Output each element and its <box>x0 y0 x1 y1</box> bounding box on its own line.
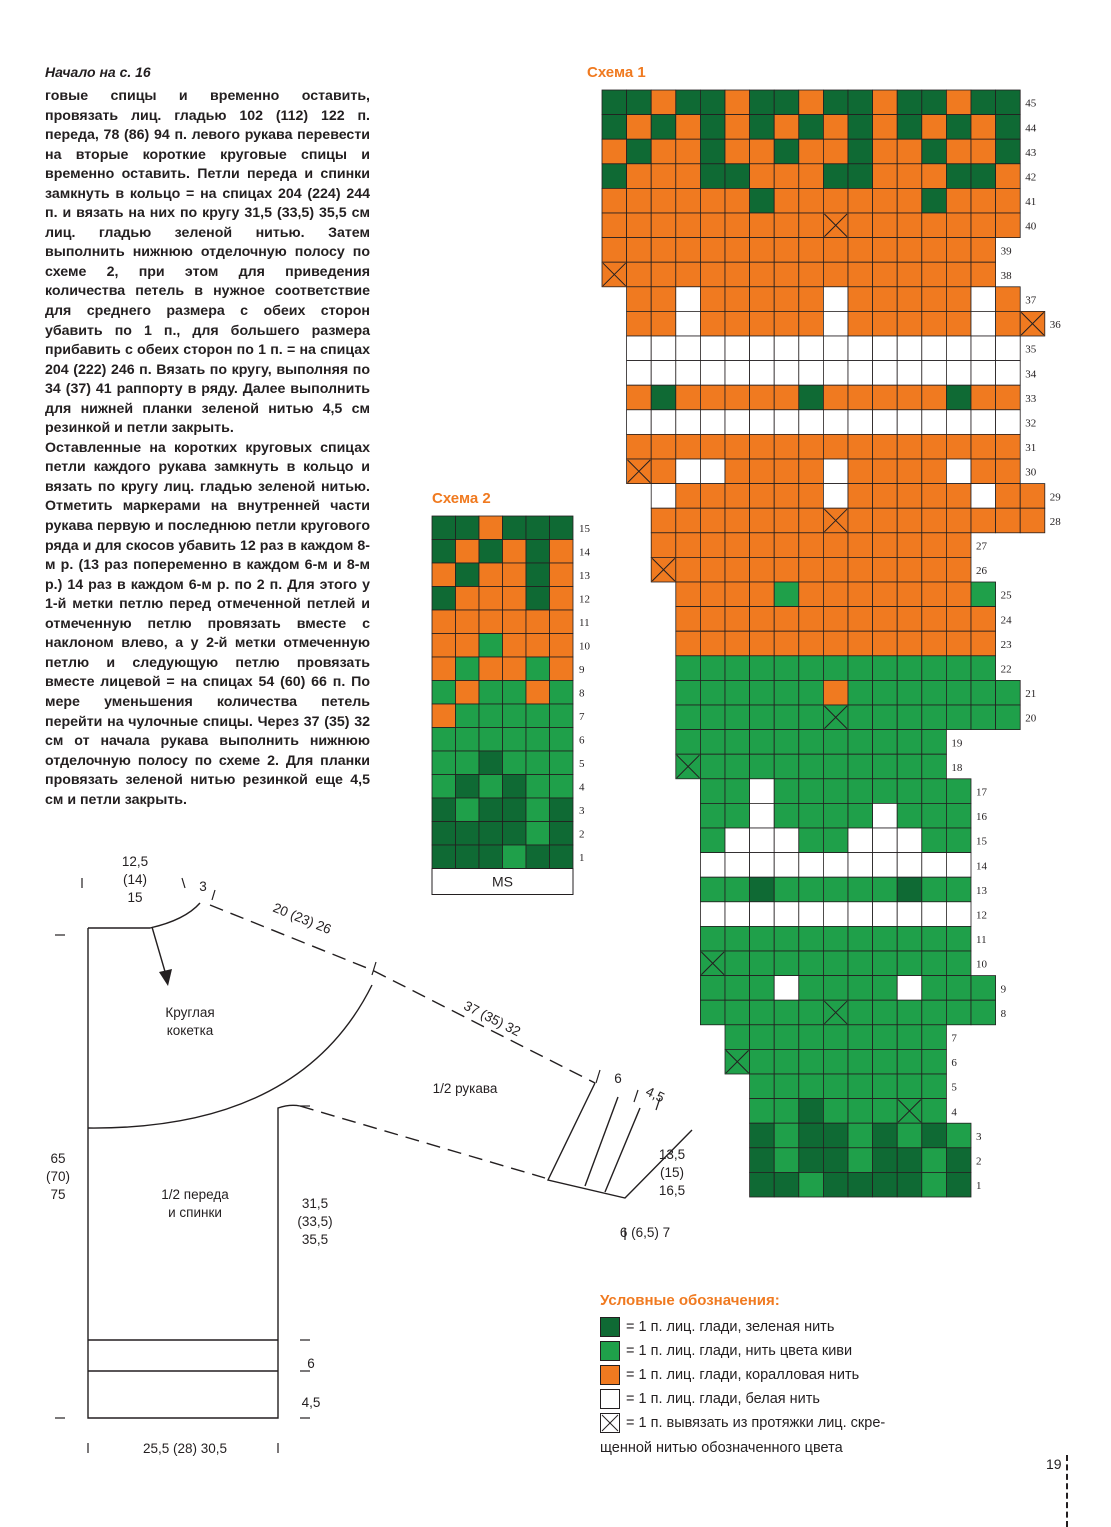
schema2-row-number: 4 <box>579 781 585 794</box>
schema2-footer-label: MS <box>492 873 513 890</box>
schema2-row-number: 12 <box>579 593 590 606</box>
schema1-row-number: 14 <box>976 860 987 873</box>
continued-from-note: Начало на с. 16 <box>45 64 151 80</box>
yoke-label: Круглая кокетка <box>165 1005 215 1038</box>
legend-item-coral <box>600 1364 859 1386</box>
white-swatch <box>600 1389 620 1409</box>
yoke-arrow-line <box>152 927 166 975</box>
schema2-row-number: 7 <box>579 710 585 723</box>
green-swatch <box>600 1317 620 1337</box>
total-height-label: 65 (70) 75 <box>45 1151 70 1202</box>
page-number: 19 <box>1046 1456 1062 1472</box>
legend-title: Условные обозначения: <box>600 1292 780 1309</box>
legend-item-white <box>600 1388 820 1410</box>
cross-swatch-icon <box>600 1413 620 1433</box>
legend-text-cross: = 1 п. вывязать из протяжки лиц. скре- <box>626 1415 886 1431</box>
legend-item-cross <box>600 1412 885 1434</box>
sleeve-label: 1/2 рукава <box>432 1081 498 1096</box>
schema1-row-number: 39 <box>1000 245 1012 258</box>
schema1-row-number: 33 <box>1025 392 1037 405</box>
schema1-row-number: 2 <box>976 1155 982 1168</box>
schema2-row-number: 6 <box>579 734 585 747</box>
cuff-width-label: 13,5 (15) 16,5 <box>658 1147 686 1198</box>
schema1-row-number: 22 <box>1000 663 1012 676</box>
schema1-row-number: 19 <box>951 737 963 750</box>
schema1-row-number: 45 <box>1025 97 1037 110</box>
cuff-band-label: 6 <box>614 1071 622 1086</box>
cuff-band-line <box>605 1108 640 1192</box>
coral-swatch <box>600 1365 620 1385</box>
schema1-row-number: 40 <box>1025 220 1037 233</box>
schema1-row-number: 41 <box>1025 196 1037 209</box>
schema1-row-number: 26 <box>976 565 987 578</box>
schema1-row-number: 15 <box>976 835 987 848</box>
schema1-row-number: 5 <box>951 1081 957 1094</box>
legend-text-green: = 1 п. лиц. глади, зеленая нить <box>626 1319 835 1335</box>
schema2-row-number: 13 <box>579 569 590 582</box>
schema2-row-number: 1 <box>579 851 585 864</box>
schema1-row-number: 25 <box>1000 589 1012 602</box>
page-edge-rule <box>1066 1455 1068 1527</box>
schema2-title: Схема 2 <box>432 490 491 507</box>
schema2-row-number: 8 <box>579 687 585 700</box>
schema1-row-number: 43 <box>1025 146 1037 159</box>
schema1-row-number: 32 <box>1025 417 1037 430</box>
schema1-row-number: 3 <box>976 1130 982 1143</box>
legend-text-cross-continued: щенной нитью обозначенного цвета <box>600 1440 843 1456</box>
body-label: 1/2 переда и спинки <box>161 1187 229 1220</box>
schema1-row-number: 4 <box>951 1106 957 1119</box>
schema1-row-number: 29 <box>1049 491 1061 504</box>
instructions-paragraph-1: говые спицы и временно оставить, провязать лиц. гладью 102 (112) 122 п. переда, 78 (86) 94 п. левого рукава перевести на вторые короткие круговые спицы и временно оставить. Петли переда и спинки замкнуть в кольцо = на спицах 204 (224) 244 п. и вязать на них по кругу 31,5 (33,5) 35,5 см лиц. гладью зеленой нитью. Затем выполнить нижнюю отделочную полосу по схеме 2, при этом для приведения количества петель в нужное соответствие для среднего размера с обеих сторон убавить по 1 п., для большего размера прибавить с обеих сторон по 1 п. = на спицах 204 (222) 246 п. Вязать по кругу, выполняя по 34 (37) 41 раппорту в ряду. Далее выполнить для нижней планки зеленой нитью 4,5 см резинкой и петли закрыть. <box>45 88 370 437</box>
band-height-label: 6 <box>307 1356 315 1371</box>
instructions-paragraph-2: Оставленные на коротких круговых спицах петли каждого рукава замкнуть в кольцо и вязать по кругу лиц. гладью зеленой нитью. Отметить маркерами на внутренней части рукава первую и последнюю петли кругового ряда и для скосов убавить 12 раз в каждом 8-м р. (13 раз попеременно в каждом 6-м и 8-м р.) 14 раз в каждом 6-м р. по 2 п. Для этого у 1-й метки петлю перед отмеченной петлей и отмеченную петлю провязать вместе с наклоном влево, а у 2-й метки отмеченную петлю и следующую петлю провязать вместе лицевой = на спицах 54 (60) 66 п. По мере уменьшения количества петель перейти на чулочные спицы. Через 37 (35) 32 см от начала рукава выполнить нижнюю отделочную полосу по схеме 2. Для планки провязать зеленой нитью резинкой еще 4,5 см и петли закрыть. <box>45 439 370 808</box>
schema2-row-number: 5 <box>579 757 585 770</box>
schema2-row-number: 9 <box>579 663 585 676</box>
schema1-row-number: 36 <box>1049 319 1061 332</box>
raglan-label: 20 (23) 26 <box>270 900 334 938</box>
collar-label: 3 <box>199 879 207 894</box>
schema2-row-number: 10 <box>579 640 590 653</box>
schema1-row-number: 21 <box>1025 688 1037 701</box>
schema1-row-number: 7 <box>951 1032 957 1045</box>
schema1-row-number: 13 <box>976 884 987 897</box>
schema2-row-number: 11 <box>579 616 590 629</box>
schema1-row-number: 44 <box>1025 122 1037 135</box>
body-outline <box>88 928 300 1418</box>
yoke-curve <box>88 985 372 1128</box>
schema1-row-number: 17 <box>976 786 987 799</box>
yoke-arrow-head <box>159 969 172 986</box>
schema2-row-number: 14 <box>579 546 590 559</box>
schema1-row-number: 9 <box>1000 983 1007 996</box>
kiwi-swatch <box>600 1341 620 1361</box>
schema1-row-number: 37 <box>1025 294 1037 307</box>
schema1-row-number: 35 <box>1025 343 1037 356</box>
schema1-row-number: 27 <box>976 540 987 553</box>
schema1-row-number: 42 <box>1025 171 1037 184</box>
width-label: 25,5 (28) 30,5 <box>142 1441 228 1456</box>
schema1-row-number: 20 <box>1025 712 1037 725</box>
schema1-row-number: 23 <box>1000 638 1012 651</box>
schema1-title: Схема 1 <box>587 64 646 81</box>
schema1-row-number: 24 <box>1000 614 1012 627</box>
schema1-row-number: 10 <box>976 958 987 971</box>
raglan-line <box>210 905 595 1083</box>
schema2-row-number: 15 <box>579 522 590 535</box>
schema1-row-number: 28 <box>1049 515 1061 528</box>
schema1-row-number: 30 <box>1025 466 1037 479</box>
schema1-row-number: 34 <box>1025 368 1037 381</box>
sleeve-length-label: 37 (35) 32 <box>461 997 524 1040</box>
schema1-row-number: 18 <box>951 761 963 774</box>
schema2-row-number: 3 <box>579 804 585 817</box>
schema1-row-number: 1 <box>976 1180 982 1193</box>
schema1-row-number: 11 <box>976 934 987 947</box>
cuff-bottom-label: 6 (6,5) 7 <box>619 1225 671 1240</box>
schema1-row-number: 16 <box>976 811 987 824</box>
schema1-row-number: 38 <box>1000 269 1012 282</box>
schema1-row-number: 12 <box>976 909 987 922</box>
legend-item-green <box>600 1316 834 1338</box>
body-height-label: 31,5 (33,5) 35,5 <box>297 1196 333 1247</box>
schema2-row-number: 2 <box>579 828 585 841</box>
schema1-row-number: 31 <box>1025 442 1037 455</box>
legend-item-kiwi <box>600 1340 852 1362</box>
sleeve-underline <box>300 1106 545 1178</box>
schema1-row-number: 6 <box>951 1057 957 1070</box>
neck-width-label: 12,5 (14) 15 <box>121 854 149 905</box>
legend-text-kiwi: = 1 п. лиц. глади, нить цвета киви <box>626 1343 853 1359</box>
legend-text-coral: = 1 п. лиц. глади, коралловая нить <box>626 1367 860 1383</box>
schema1-row-number: 8 <box>1000 1007 1007 1020</box>
cuff-rib-label: 4,5 <box>643 1083 667 1106</box>
legend-text-white: = 1 п. лиц. глади, белая нить <box>626 1391 820 1407</box>
rib-height-label: 4,5 <box>301 1395 321 1410</box>
